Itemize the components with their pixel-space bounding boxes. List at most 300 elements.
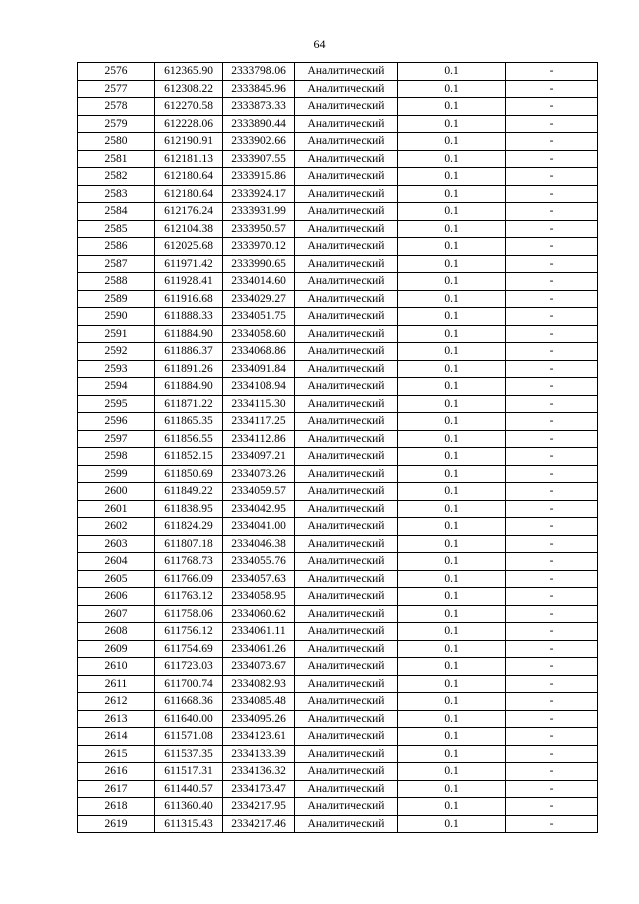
method-cell: Аналитический [295,115,398,133]
y-coordinate-cell: 2334217.46 [223,815,295,833]
x-coordinate-cell: 611440.57 [155,780,223,798]
point-number-cell: 2606 [78,588,155,606]
y-coordinate-cell: 2334073.26 [223,465,295,483]
method-cell: Аналитический [295,465,398,483]
method-cell: Аналитический [295,535,398,553]
note-cell: - [506,728,598,746]
note-cell: - [506,623,598,641]
y-coordinate-cell: 2333915.86 [223,168,295,186]
table-row [78,710,598,728]
point-number-cell: 2618 [78,798,155,816]
table-row [78,343,598,361]
y-coordinate-cell: 2334057.63 [223,570,295,588]
method-cell: Аналитический [295,360,398,378]
method-cell: Аналитический [295,710,398,728]
method-cell: Аналитический [295,238,398,256]
method-cell: Аналитический [295,605,398,623]
accuracy-cell: 0.1 [398,553,506,571]
note-cell: - [506,675,598,693]
point-number-cell: 2591 [78,325,155,343]
table-row [78,290,598,308]
x-coordinate-cell: 612180.64 [155,185,223,203]
table-row [78,588,598,606]
table-row [78,658,598,676]
y-coordinate-cell: 2333845.96 [223,80,295,98]
accuracy-cell: 0.1 [398,763,506,781]
note-cell: - [506,658,598,676]
method-cell: Аналитический [295,273,398,291]
y-coordinate-cell: 2334117.25 [223,413,295,431]
method-cell: Аналитический [295,185,398,203]
accuracy-cell: 0.1 [398,535,506,553]
point-number-cell: 2601 [78,500,155,518]
accuracy-cell: 0.1 [398,658,506,676]
method-cell: Аналитический [295,150,398,168]
note-cell: - [506,640,598,658]
note-cell: - [506,273,598,291]
x-coordinate-cell: 611824.29 [155,518,223,536]
method-cell: Аналитический [295,815,398,833]
note-cell: - [506,448,598,466]
note-cell: - [506,815,598,833]
point-number-cell: 2581 [78,150,155,168]
y-coordinate-cell: 2334112.86 [223,430,295,448]
point-number-cell: 2600 [78,483,155,501]
point-number-cell: 2604 [78,553,155,571]
point-number-cell: 2589 [78,290,155,308]
method-cell: Аналитический [295,220,398,238]
y-coordinate-cell: 2334061.11 [223,623,295,641]
note-cell: - [506,763,598,781]
accuracy-cell: 0.1 [398,325,506,343]
accuracy-cell: 0.1 [398,693,506,711]
y-coordinate-cell: 2334029.27 [223,290,295,308]
accuracy-cell: 0.1 [398,413,506,431]
y-coordinate-cell: 2334042.95 [223,500,295,518]
point-number-cell: 2610 [78,658,155,676]
point-number-cell: 2614 [78,728,155,746]
accuracy-cell: 0.1 [398,378,506,396]
point-number-cell: 2595 [78,395,155,413]
note-cell: - [506,80,598,98]
point-number-cell: 2607 [78,605,155,623]
point-number-cell: 2609 [78,640,155,658]
method-cell: Аналитический [295,570,398,588]
method-cell: Аналитический [295,395,398,413]
table-row [78,238,598,256]
method-cell: Аналитический [295,133,398,151]
note-cell: - [506,203,598,221]
x-coordinate-cell: 611315.43 [155,815,223,833]
point-number-cell: 2578 [78,98,155,116]
x-coordinate-cell: 611865.35 [155,413,223,431]
accuracy-cell: 0.1 [398,623,506,641]
method-cell: Аналитический [295,378,398,396]
note-cell: - [506,430,598,448]
table-row [78,360,598,378]
y-coordinate-cell: 2333924.17 [223,185,295,203]
note-cell: - [506,255,598,273]
accuracy-cell: 0.1 [398,640,506,658]
y-coordinate-cell: 2334058.60 [223,325,295,343]
note-cell: - [506,185,598,203]
x-coordinate-cell: 611884.90 [155,378,223,396]
y-coordinate-cell: 2334108.94 [223,378,295,396]
method-cell: Аналитический [295,98,398,116]
x-coordinate-cell: 611668.36 [155,693,223,711]
x-coordinate-cell: 611723.03 [155,658,223,676]
method-cell: Аналитический [295,553,398,571]
method-cell: Аналитический [295,483,398,501]
x-coordinate-cell: 611754.69 [155,640,223,658]
y-coordinate-cell: 2334061.26 [223,640,295,658]
point-number-cell: 2586 [78,238,155,256]
x-coordinate-cell: 611756.12 [155,623,223,641]
page-number: 64 [313,37,326,51]
point-number-cell: 2599 [78,465,155,483]
x-coordinate-cell: 612270.58 [155,98,223,116]
point-number-cell: 2616 [78,763,155,781]
accuracy-cell: 0.1 [398,483,506,501]
table-row [78,98,598,116]
note-cell: - [506,570,598,588]
accuracy-cell: 0.1 [398,728,506,746]
x-coordinate-cell: 611886.37 [155,343,223,361]
note-cell: - [506,553,598,571]
x-coordinate-cell: 612025.68 [155,238,223,256]
note-cell: - [506,150,598,168]
x-coordinate-cell: 611838.95 [155,500,223,518]
table-row [78,325,598,343]
point-number-cell: 2617 [78,780,155,798]
y-coordinate-cell: 2334097.21 [223,448,295,466]
x-coordinate-cell: 611928.41 [155,273,223,291]
method-cell: Аналитический [295,780,398,798]
note-cell: - [506,220,598,238]
x-coordinate-cell: 612104.38 [155,220,223,238]
accuracy-cell: 0.1 [398,308,506,326]
x-coordinate-cell: 611852.15 [155,448,223,466]
method-cell: Аналитический [295,343,398,361]
table-row [78,570,598,588]
table-row [78,413,598,431]
y-coordinate-cell: 2334082.93 [223,675,295,693]
table-row [78,745,598,763]
point-number-cell: 2596 [78,413,155,431]
note-cell: - [506,413,598,431]
table-row [78,395,598,413]
method-cell: Аналитический [295,640,398,658]
accuracy-cell: 0.1 [398,63,506,81]
point-number-cell: 2588 [78,273,155,291]
point-number-cell: 2613 [78,710,155,728]
accuracy-cell: 0.1 [398,710,506,728]
point-number-cell: 2594 [78,378,155,396]
note-cell: - [506,290,598,308]
method-cell: Аналитический [295,658,398,676]
coordinates-table [77,62,598,833]
table-row [78,500,598,518]
point-number-cell: 2577 [78,80,155,98]
method-cell: Аналитический [295,500,398,518]
y-coordinate-cell: 2333990.65 [223,255,295,273]
accuracy-cell: 0.1 [398,185,506,203]
method-cell: Аналитический [295,518,398,536]
point-number-cell: 2582 [78,168,155,186]
table-row [78,308,598,326]
accuracy-cell: 0.1 [398,448,506,466]
x-coordinate-cell: 611517.31 [155,763,223,781]
y-coordinate-cell: 2333873.33 [223,98,295,116]
accuracy-cell: 0.1 [398,238,506,256]
table-row [78,675,598,693]
note-cell: - [506,780,598,798]
accuracy-cell: 0.1 [398,570,506,588]
x-coordinate-cell: 611891.26 [155,360,223,378]
y-coordinate-cell: 2334055.76 [223,553,295,571]
y-coordinate-cell: 2334133.39 [223,745,295,763]
point-number-cell: 2605 [78,570,155,588]
accuracy-cell: 0.1 [398,220,506,238]
y-coordinate-cell: 2333907.55 [223,150,295,168]
y-coordinate-cell: 2334091.84 [223,360,295,378]
method-cell: Аналитический [295,308,398,326]
method-cell: Аналитический [295,413,398,431]
accuracy-cell: 0.1 [398,605,506,623]
y-coordinate-cell: 2334068.86 [223,343,295,361]
note-cell: - [506,343,598,361]
point-number-cell: 2585 [78,220,155,238]
point-number-cell: 2603 [78,535,155,553]
accuracy-cell: 0.1 [398,203,506,221]
x-coordinate-cell: 611850.69 [155,465,223,483]
table-row [78,728,598,746]
x-coordinate-cell: 611849.22 [155,483,223,501]
accuracy-cell: 0.1 [398,430,506,448]
method-cell: Аналитический [295,325,398,343]
table-row [78,133,598,151]
table-row [78,780,598,798]
x-coordinate-cell: 612365.90 [155,63,223,81]
method-cell: Аналитический [295,675,398,693]
accuracy-cell: 0.1 [398,273,506,291]
method-cell: Аналитический [295,203,398,221]
table-row [78,448,598,466]
note-cell: - [506,518,598,536]
x-coordinate-cell: 612308.22 [155,80,223,98]
table-row [78,640,598,658]
table-row [78,763,598,781]
method-cell: Аналитический [295,588,398,606]
y-coordinate-cell: 2334095.26 [223,710,295,728]
x-coordinate-cell: 612228.06 [155,115,223,133]
y-coordinate-cell: 2333950.57 [223,220,295,238]
point-number-cell: 2593 [78,360,155,378]
table-row [78,815,598,833]
table-row [78,115,598,133]
y-coordinate-cell: 2333798.06 [223,63,295,81]
accuracy-cell: 0.1 [398,588,506,606]
point-number-cell: 2584 [78,203,155,221]
point-number-cell: 2619 [78,815,155,833]
method-cell: Аналитический [295,290,398,308]
note-cell: - [506,238,598,256]
note-cell: - [506,500,598,518]
accuracy-cell: 0.1 [398,168,506,186]
table-row [78,553,598,571]
table-row [78,798,598,816]
y-coordinate-cell: 2334173.47 [223,780,295,798]
x-coordinate-cell: 611640.00 [155,710,223,728]
y-coordinate-cell: 2334217.95 [223,798,295,816]
x-coordinate-cell: 611871.22 [155,395,223,413]
accuracy-cell: 0.1 [398,115,506,133]
y-coordinate-cell: 2334058.95 [223,588,295,606]
point-number-cell: 2602 [78,518,155,536]
note-cell: - [506,325,598,343]
accuracy-cell: 0.1 [398,290,506,308]
table-row [78,255,598,273]
accuracy-cell: 0.1 [398,518,506,536]
accuracy-cell: 0.1 [398,133,506,151]
point-number-cell: 2579 [78,115,155,133]
note-cell: - [506,693,598,711]
table-row [78,518,598,536]
note-cell: - [506,98,598,116]
table-row [78,203,598,221]
table-row [78,430,598,448]
method-cell: Аналитический [295,430,398,448]
table-row [78,185,598,203]
accuracy-cell: 0.1 [398,343,506,361]
table-row [78,693,598,711]
x-coordinate-cell: 611768.73 [155,553,223,571]
x-coordinate-cell: 611807.18 [155,535,223,553]
y-coordinate-cell: 2334041.00 [223,518,295,536]
point-number-cell: 2615 [78,745,155,763]
accuracy-cell: 0.1 [398,255,506,273]
y-coordinate-cell: 2334115.30 [223,395,295,413]
note-cell: - [506,745,598,763]
note-cell: - [506,395,598,413]
x-coordinate-cell: 611763.12 [155,588,223,606]
coordinates-table-body [78,63,598,833]
accuracy-cell: 0.1 [398,80,506,98]
table-row [78,63,598,81]
point-number-cell: 2583 [78,185,155,203]
x-coordinate-cell: 611888.33 [155,308,223,326]
method-cell: Аналитический [295,623,398,641]
x-coordinate-cell: 611916.68 [155,290,223,308]
method-cell: Аналитический [295,448,398,466]
note-cell: - [506,360,598,378]
method-cell: Аналитический [295,798,398,816]
note-cell: - [506,483,598,501]
x-coordinate-cell: 612181.13 [155,150,223,168]
note-cell: - [506,465,598,483]
table-row [78,273,598,291]
note-cell: - [506,535,598,553]
method-cell: Аналитический [295,745,398,763]
x-coordinate-cell: 611971.42 [155,255,223,273]
x-coordinate-cell: 611758.06 [155,605,223,623]
accuracy-cell: 0.1 [398,780,506,798]
table-row [78,80,598,98]
method-cell: Аналитический [295,80,398,98]
accuracy-cell: 0.1 [398,395,506,413]
x-coordinate-cell: 611360.40 [155,798,223,816]
note-cell: - [506,798,598,816]
point-number-cell: 2598 [78,448,155,466]
note-cell: - [506,63,598,81]
y-coordinate-cell: 2333890.44 [223,115,295,133]
accuracy-cell: 0.1 [398,745,506,763]
x-coordinate-cell: 611571.08 [155,728,223,746]
point-number-cell: 2612 [78,693,155,711]
note-cell: - [506,308,598,326]
table-row [78,378,598,396]
table-row [78,605,598,623]
y-coordinate-cell: 2334073.67 [223,658,295,676]
note-cell: - [506,133,598,151]
accuracy-cell: 0.1 [398,360,506,378]
accuracy-cell: 0.1 [398,798,506,816]
point-number-cell: 2576 [78,63,155,81]
table-row [78,220,598,238]
y-coordinate-cell: 2334136.32 [223,763,295,781]
x-coordinate-cell: 611856.55 [155,430,223,448]
x-coordinate-cell: 612180.64 [155,168,223,186]
accuracy-cell: 0.1 [398,98,506,116]
point-number-cell: 2587 [78,255,155,273]
note-cell: - [506,378,598,396]
y-coordinate-cell: 2333902.66 [223,133,295,151]
method-cell: Аналитический [295,168,398,186]
x-coordinate-cell: 612190.91 [155,133,223,151]
x-coordinate-cell: 612176.24 [155,203,223,221]
point-number-cell: 2580 [78,133,155,151]
x-coordinate-cell: 611537.35 [155,745,223,763]
y-coordinate-cell: 2333931.99 [223,203,295,221]
method-cell: Аналитический [295,763,398,781]
accuracy-cell: 0.1 [398,150,506,168]
accuracy-cell: 0.1 [398,465,506,483]
table-row [78,168,598,186]
y-coordinate-cell: 2334085.48 [223,693,295,711]
table-row [78,483,598,501]
note-cell: - [506,115,598,133]
point-number-cell: 2608 [78,623,155,641]
y-coordinate-cell: 2334014.60 [223,273,295,291]
table-row [78,623,598,641]
note-cell: - [506,588,598,606]
y-coordinate-cell: 2333970.12 [223,238,295,256]
table-row [78,465,598,483]
x-coordinate-cell: 611766.09 [155,570,223,588]
method-cell: Аналитический [295,728,398,746]
y-coordinate-cell: 2334046.38 [223,535,295,553]
x-coordinate-cell: 611700.74 [155,675,223,693]
note-cell: - [506,710,598,728]
y-coordinate-cell: 2334051.75 [223,308,295,326]
note-cell: - [506,605,598,623]
y-coordinate-cell: 2334059.57 [223,483,295,501]
x-coordinate-cell: 611884.90 [155,325,223,343]
note-cell: - [506,168,598,186]
table-row [78,150,598,168]
method-cell: Аналитический [295,63,398,81]
accuracy-cell: 0.1 [398,500,506,518]
